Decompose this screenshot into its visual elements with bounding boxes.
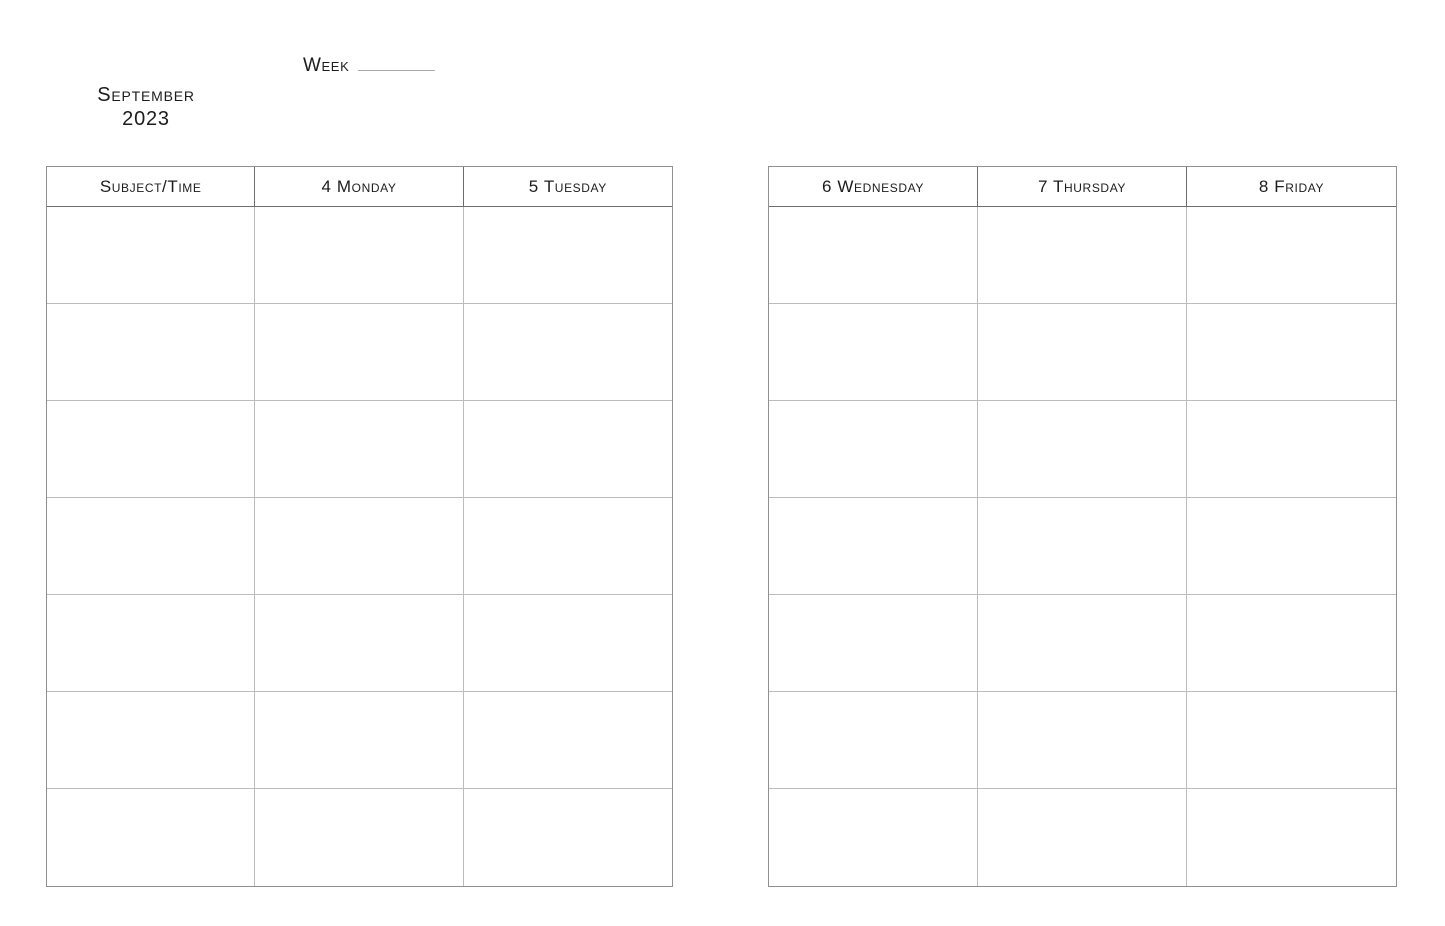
planner-cell[interactable] xyxy=(769,498,978,595)
column-header-subject-time: Subject/Time xyxy=(47,167,255,207)
planner-cell[interactable] xyxy=(1187,207,1396,304)
planner-cell[interactable] xyxy=(464,304,672,401)
planner-cell[interactable] xyxy=(464,789,672,886)
column-header-6-wednesday: 6 Wednesday xyxy=(769,167,978,207)
planner-cell[interactable] xyxy=(978,789,1187,886)
week-table-wed-fri xyxy=(768,166,1397,887)
planner-cell[interactable] xyxy=(255,692,463,789)
planner-cell[interactable] xyxy=(47,498,255,595)
planner-cell[interactable] xyxy=(978,304,1187,401)
planner-cell[interactable] xyxy=(255,401,463,498)
planner-cell[interactable] xyxy=(255,595,463,692)
planner-cell[interactable] xyxy=(769,692,978,789)
planner-cell[interactable] xyxy=(1187,595,1396,692)
planner-cell[interactable] xyxy=(47,692,255,789)
planner-cell[interactable] xyxy=(255,789,463,886)
planner-cell[interactable] xyxy=(464,595,672,692)
planner-cell[interactable] xyxy=(47,207,255,304)
planner-cell[interactable] xyxy=(47,401,255,498)
planner-cell[interactable] xyxy=(464,207,672,304)
planner-cell[interactable] xyxy=(1187,498,1396,595)
planner-cell[interactable] xyxy=(464,692,672,789)
planner-cell[interactable] xyxy=(978,692,1187,789)
week-field xyxy=(303,49,435,77)
planner-cell[interactable] xyxy=(47,304,255,401)
planner-cell[interactable] xyxy=(1187,692,1396,789)
planner-cell[interactable] xyxy=(47,595,255,692)
planner-cell[interactable] xyxy=(769,789,978,886)
planner-cell[interactable] xyxy=(255,498,463,595)
column-header-8-friday: 8 Friday xyxy=(1187,167,1396,207)
planner-cell[interactable] xyxy=(464,401,672,498)
column-header-4-monday: 4 Monday xyxy=(255,167,463,207)
planner-cell[interactable] xyxy=(769,595,978,692)
week-table-mon-tue xyxy=(46,166,673,887)
column-header-5-tuesday: 5 Tuesday xyxy=(464,167,672,207)
week-blank-input[interactable] xyxy=(358,49,435,71)
planner-cell[interactable] xyxy=(978,401,1187,498)
year-label: 2023 xyxy=(122,108,170,130)
planner-cell[interactable] xyxy=(769,304,978,401)
week-label: Week xyxy=(303,55,350,76)
planner-cell[interactable] xyxy=(255,207,463,304)
planner-cell[interactable] xyxy=(1187,401,1396,498)
planner-cell[interactable] xyxy=(978,498,1187,595)
planner-cell[interactable] xyxy=(978,595,1187,692)
planner-cell[interactable] xyxy=(1187,304,1396,401)
planner-cell[interactable] xyxy=(769,401,978,498)
column-header-7-thursday: 7 Thursday xyxy=(978,167,1187,207)
planner-cell[interactable] xyxy=(1187,789,1396,886)
month-label: September xyxy=(97,84,195,106)
planner-cell[interactable] xyxy=(769,207,978,304)
planner-cell[interactable] xyxy=(464,498,672,595)
month-year-title xyxy=(56,83,236,131)
planner-cell[interactable] xyxy=(978,207,1187,304)
planner-cell[interactable] xyxy=(47,789,255,886)
planner-cell[interactable] xyxy=(255,304,463,401)
